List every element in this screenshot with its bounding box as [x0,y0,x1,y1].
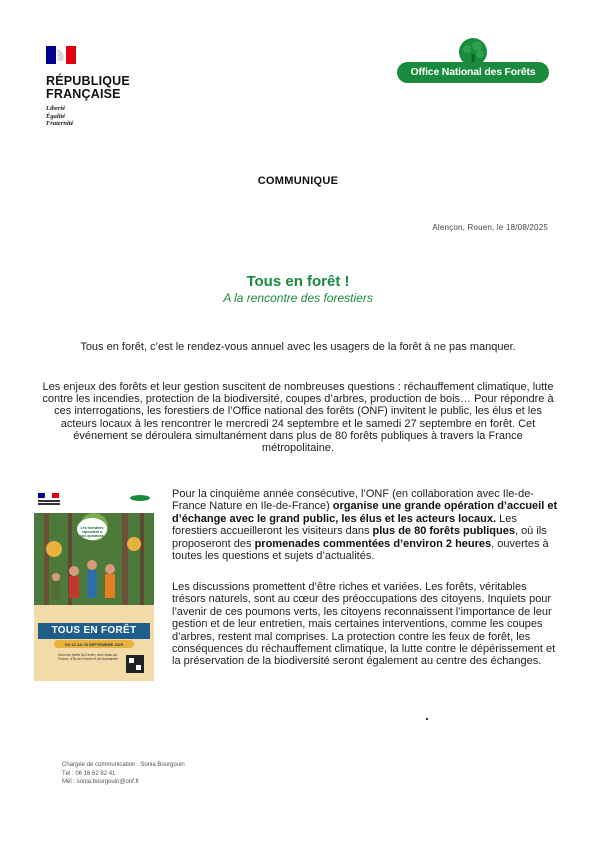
footer-mail[interactable]: Mél : sonia.bourgouin@onf.fr [62,779,140,786]
p1-text-g: , ouvertes à toutes les questions et sujets d’actualités. [172,537,549,563]
page-title: Tous en forêt ! [246,273,350,290]
document-type-label: COMMUNIQUE [257,175,339,187]
p1-bold-d: plus de 80 forêts publiques [372,525,515,538]
footer-contact-name: Chargée de communication : Sonia Bourgouin [62,762,185,768]
motto-liberte: Liberté [46,105,66,112]
motto-egalite: Égalité [46,112,66,120]
stray-mark [426,718,428,720]
footer-tel: Tél : 06 16 62 82 41 [62,770,116,777]
footer-contact [62,761,185,787]
p1-text-c: Les forestiers accueilleront les visiteurs dans [172,512,517,538]
poster-dates: DU 22 AU 28 SEPTEMBRE 2025 [64,642,124,647]
event-poster-image [34,489,154,681]
p1-text-a: Pour la cinquième année consécutive, l’ONF (en collaboration avec Ile-de-France Nature en Ile-de-France) [172,488,534,513]
p1-bold-f: promenades commentées d’environ 2 heures [254,537,492,550]
poster-title: TOUS EN FORÊT [51,625,137,636]
p1-text-e: , où ils proposeront des [172,525,547,550]
marianne-icon [46,46,76,64]
onf-logo [397,36,549,86]
p1-bold-b: organise une grande opération d’accueil et d’échange avec le grand public, les élus et les acteurs locaux. [172,500,558,525]
motto-fraternite: Fraternité [46,120,74,127]
republic-name-line2: FRANÇAISE [46,87,121,101]
republique-francaise-logo [46,46,156,128]
body-paragraph-1 [172,488,560,562]
poster-bubble-text: Les forestiers répondent à vos questions [80,526,104,538]
body-paragraph-2: Les discussions promettent d’être riches et variées. Les forêts, véritables trésors naturels, sont au cœur des préoccupations des citoyens. Inquiets pour l’avenir de ces poumons verts, les citoyens reconnaissent l’importance de leur gestion et de leur entretien, mais certaines interventions, comme les coupes d’arbres, restent mal comprises. La protection contre les feux de forêt, les conséquences du réchauffement climatique, la lutte contre le dépérissement et la préservation de la biodiversité seront également au centre des échanges. [172,581,556,668]
onf-name: Office National des Forêts [397,62,549,83]
enjeux-paragraph: Les enjeux des forêts et leur gestion suscitent de nombreuses questions : réchauffement climatique, lutte contre les incendies, protection de la biodiversité, coupes d’arbres, production de bois… Pour répondre à ces interrogations, les forestiers de l’Office national des forêts (ONF) invitent le public, les élus et les acteurs locaux à les rencontrer le mercredi 24 septembre et le samedi 27 septembre en forêt. Cet événement se déroulera simultanément dans plus de 80 forêts publiques à travers la France métropolitaine. [42,381,554,455]
dateline: Alençon, Rouen, le 18/08/2025 [432,223,548,232]
page-subtitle: A la rencontre des forestiers [223,291,373,305]
republic-name-line1: RÉPUBLIQUE [46,74,130,88]
poster-place: Dans les forêts du Centre, des Hauts-de-France, d’Île-de-France et de Normandie [58,653,118,662]
intro-paragraph: Tous en forêt, c’est le rendez-vous annuel avec les usagers de la forêt à ne pas manquer. [80,341,516,353]
